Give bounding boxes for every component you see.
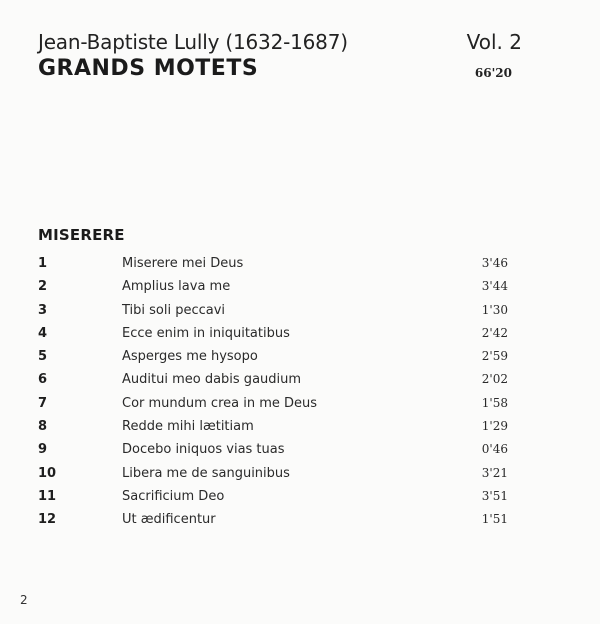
track-row — [38, 299, 508, 322]
track-number: 12 — [38, 512, 57, 528]
track-row — [38, 438, 508, 461]
track-number: 9 — [38, 442, 48, 458]
track-duration: 2'02 — [481, 372, 508, 387]
track-duration: 3'21 — [481, 465, 508, 480]
track-number: 1 — [38, 256, 48, 271]
track-number: 4 — [38, 325, 48, 341]
track-row — [38, 322, 508, 345]
track-duration: 3'46 — [481, 256, 508, 270]
track-row — [38, 392, 508, 415]
track-title: Asperges me hysopo — [122, 349, 258, 365]
track-title: Sacrificium Deo — [122, 488, 225, 504]
track-title: Amplius lava me — [122, 279, 231, 295]
track-row — [38, 252, 508, 275]
track-duration: 1'30 — [481, 302, 508, 317]
track-title: Libera me de sanguinibus — [122, 465, 290, 481]
track-duration: 3'44 — [481, 279, 508, 294]
track-row — [38, 368, 508, 391]
track-duration: 1'29 — [481, 419, 508, 434]
track-number: 5 — [38, 349, 48, 365]
track-title: Ut ædificentur — [122, 512, 216, 528]
track-row — [38, 415, 508, 438]
track-number: 10 — [38, 465, 57, 481]
track-title: Auditui meo dabis gaudium — [122, 372, 302, 388]
track-title: Redde mihi lætitiam — [122, 419, 254, 435]
track-number: 7 — [38, 395, 48, 411]
track-number: 8 — [38, 419, 48, 435]
track-number: 6 — [38, 372, 48, 388]
track-duration: 2'42 — [481, 325, 508, 340]
track-row — [38, 345, 508, 368]
track-number: 3 — [38, 302, 48, 318]
total-duration: 66'20 — [474, 66, 512, 80]
track-row — [38, 508, 508, 531]
album-title: GRANDS MOTETS — [38, 56, 259, 81]
track-duration: 3'51 — [481, 488, 508, 503]
track-title: Miserere mei Deus — [122, 256, 244, 271]
track-duration: 1'58 — [481, 395, 508, 410]
track-title: Cor mundum crea in me Deus — [122, 395, 318, 411]
volume-label: Vol. 2 — [466, 30, 522, 54]
track-duration: 1'51 — [481, 512, 508, 527]
track-row — [38, 462, 508, 485]
track-title: Ecce enim in iniquitatibus — [122, 325, 290, 341]
track-row — [38, 485, 508, 508]
section-title: MISERERE — [38, 226, 125, 244]
track-title: Tibi soli peccavi — [122, 302, 226, 318]
track-title: Docebo iniquos vias tuas — [122, 442, 285, 458]
track-duration: 2'59 — [481, 349, 508, 364]
track-row — [38, 275, 508, 298]
composer-heading: Jean-Baptiste Lully (1632-1687) — [38, 30, 348, 54]
page-number: 2 — [20, 593, 28, 607]
track-number: 11 — [38, 488, 57, 504]
track-list — [38, 252, 508, 532]
track-duration: 0'46 — [481, 442, 508, 457]
track-number: 2 — [38, 279, 48, 295]
